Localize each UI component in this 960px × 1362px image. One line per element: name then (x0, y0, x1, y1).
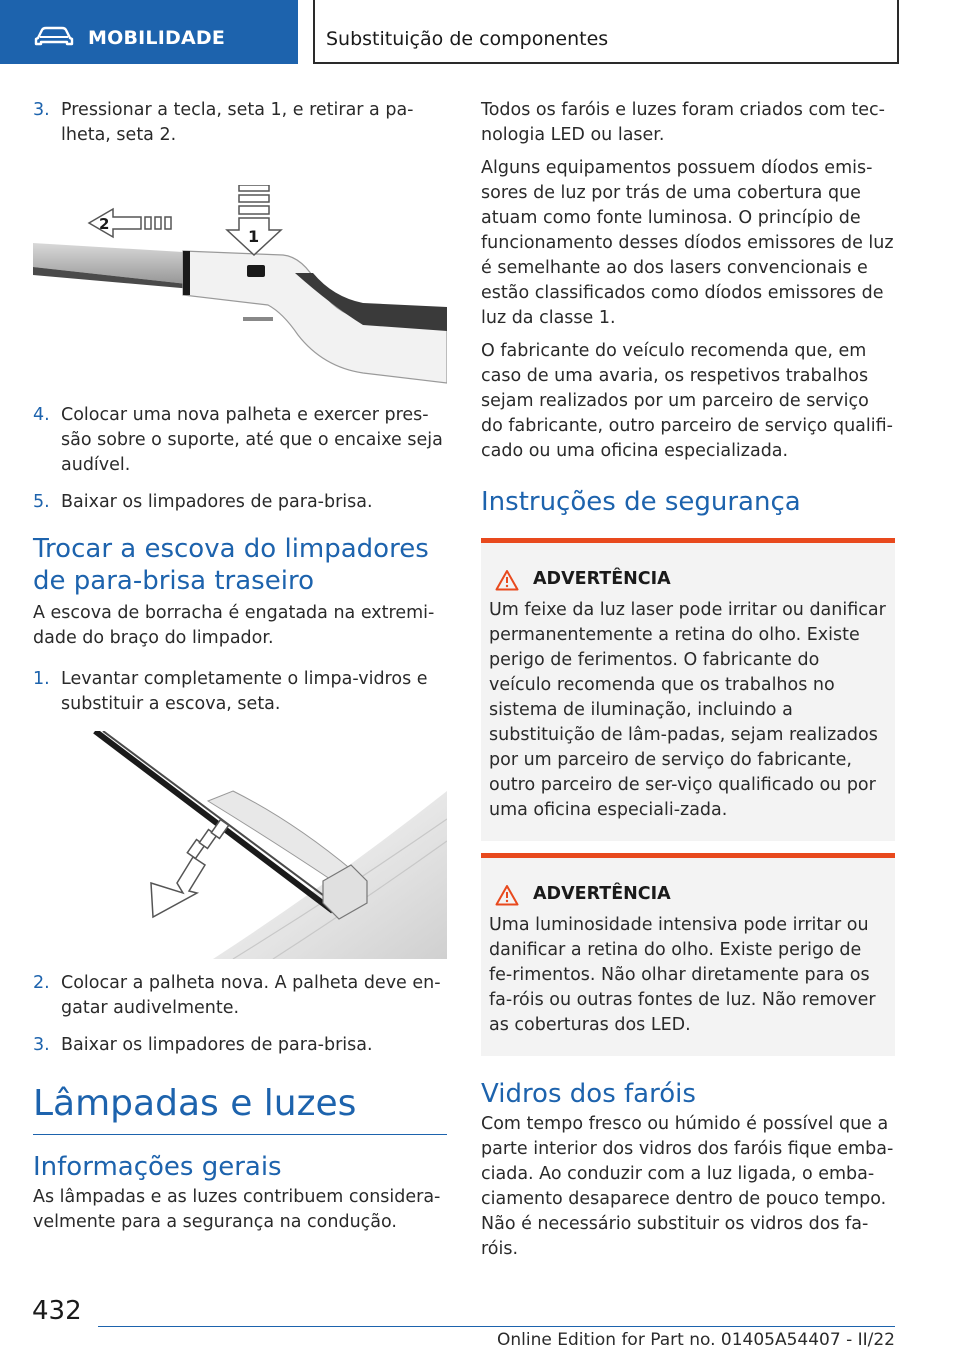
step-item (33, 403, 447, 478)
section-label: MOBILIDADE (88, 27, 226, 49)
warning-triangle-icon (495, 569, 519, 591)
step-number: 2. (33, 973, 50, 993)
warning-header (489, 882, 887, 907)
edition-note: Online Edition for Part no. 01405A54407 - II/22 (496, 1330, 895, 1350)
arrow-1-label: 1 (248, 227, 260, 246)
glass-text: Com tempo fresco ou húmido é possível que a parte interior dos vidros dos faróis fique emba-ciada. Ao conduzir com a luz ligada, o emba-ciamento desaparece dentro de pouco tempo. Não é necessário substituir os vidros dos fa-róis. (481, 1114, 894, 1259)
warning-header (489, 567, 887, 592)
arrow-2-label: 2 (99, 215, 110, 233)
step-number: 1. (33, 669, 50, 689)
warning-box (481, 538, 895, 841)
warning-triangle-icon (495, 884, 519, 906)
rear-wiper-illustration (33, 731, 447, 959)
step-item (33, 667, 447, 717)
car-icon (34, 26, 74, 46)
right-column (481, 98, 895, 1262)
footer-rule (98, 1326, 895, 1327)
step-item (33, 971, 447, 1021)
warning-text: Um feixe da luz laser pode irritar ou danificar permanentemente a retina do olho. Existe perigo de ferimentos. O fabricante do veículo recomenda que os trabalhos no sistema de iluminação, incluindo a substituição de lâm-padas, sejam realizados por um parceiro de serviço do fabricante, outro parceiro de ser-viço qualificado ou por uma oficina especiali-zada. (489, 600, 886, 820)
step-text: Colocar uma nova palheta e exercer pres-são sobre o suporte, até que o encaixe seja audível. (61, 405, 443, 475)
step-number: 5. (33, 492, 50, 512)
wiper-release-illustration (33, 185, 447, 389)
page-number: 432 (32, 1296, 82, 1326)
info-text: As lâmpadas e as luzes contribuem considera-velmente para a segurança na condução. (33, 1187, 441, 1232)
step-text: Baixar os limpadores de para-brisa. (61, 492, 373, 512)
chapter-rule (33, 1134, 447, 1135)
step-number: 4. (33, 405, 50, 425)
page-title: Substituição de componentes (326, 28, 609, 50)
chapter-title: Lâmpadas e luzes (33, 1083, 357, 1124)
left-column (33, 98, 447, 1235)
step-item (33, 490, 447, 515)
safety-heading: Instruções de segurança (481, 487, 801, 517)
warning-box (481, 853, 895, 1056)
rear-wiper-intro: A escova de borracha é engatada na extremi-dade do braço do limpador. (33, 603, 435, 648)
step-text: Pressionar a tecla, seta 1, e retirar a pa-lheta, seta 2. (61, 100, 414, 145)
paragraph: Todos os faróis e luzes foram criados com tec-nologia LED ou laser. (481, 100, 885, 145)
warning-text: Uma luminosidade intensiva pode irritar ou danificar a retina do olho. Existe perigo de fe-rimentos. Não olhar diretamente para os fa-róis ou outras fontes de luz. Não remover as coberturas dos LED. (489, 915, 876, 1035)
warning-title: ADVERTÊNCIA (533, 569, 671, 589)
step-item (33, 1033, 447, 1058)
warning-title: ADVERTÊNCIA (533, 884, 671, 904)
info-heading: Informações gerais (33, 1152, 282, 1182)
glass-heading: Vidros dos faróis (481, 1079, 696, 1109)
step-number: 3. (33, 100, 50, 120)
paragraph: O fabricante do veículo recomenda que, em caso de uma avaria, os respetivos trabalhos sejam realizados por um parceiro de serviço do fabricante, outro parceiro de serviço qualifi-cado ou uma oficina especializada. (481, 341, 893, 461)
step-item (33, 98, 447, 148)
step-text: Colocar a palheta nova. A palheta deve en-gatar audivelmente. (61, 973, 441, 1018)
step-text: Baixar os limpadores de para-brisa. (61, 1035, 373, 1055)
rear-wiper-heading: Trocar a escova do limpadores de para-brisa traseiro (33, 534, 429, 596)
section-tab (0, 0, 298, 64)
paragraph: Alguns equipamentos possuem díodos emis-sores de luz por trás de uma cobertura que atuam como fonte luminosa. O princípio de funcionamento desses díodos emissores de luz é semelhante ao dos lasers convencionais e estão classificados como díodos emissores de luz da classe 1. (481, 158, 894, 328)
step-number: 3. (33, 1035, 50, 1055)
step-text: Levantar completamente o limpa-vidros e substituir a escova, seta. (61, 669, 428, 714)
